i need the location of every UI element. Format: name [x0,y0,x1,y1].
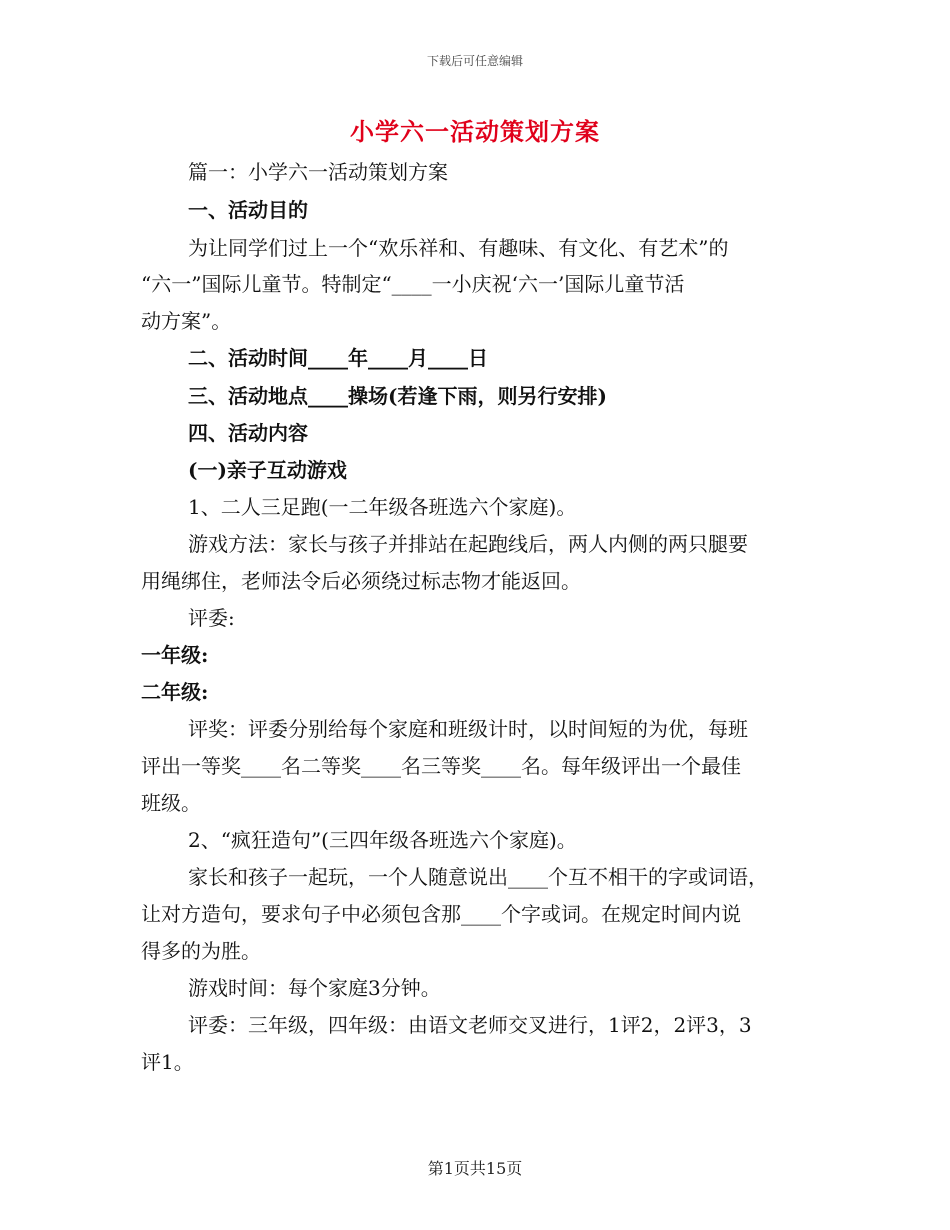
paragraph-line: 让对方造句，要求句子中必须包含那____个字或词。在规定时间内说 [141,902,741,926]
paragraph-line: 评委：三年级，四年级：由语文老师交叉进行，1评2，2评3，3 [188,1013,752,1037]
header-note: 下载后可任意编辑 [426,54,523,68]
paragraph-line: 游戏方法：家长与孩子并排站在起跑线后，两人内侧的两只腿要 [188,532,748,556]
paragraph-line: 2、“疯狂造句”(三四年级各班选六个家庭)。 [188,828,577,852]
heading-purpose: 一、活动目的 [188,198,308,222]
paragraph-line: 1、二人三足跑(一二年级各班选六个家庭)。 [188,495,577,519]
label-grade-one [141,639,821,668]
document-title: 小学六一活动策划方案 [350,117,600,146]
subheading-parent-child-games: (一)亲子互动游戏 [188,458,347,482]
paragraph-line: 游戏时间：每个家庭3分钟。 [188,976,441,1000]
paragraph-line: 动方案”。 [141,309,232,333]
label-grade-one-text: 一年级: [141,643,209,667]
label-grade-two [141,676,821,705]
paragraph-line: “六一”国际儿童节。特制定“____一小庆祝‘六一’国际儿童节活 [141,272,685,296]
paragraph-line: 评1。 [141,1050,194,1074]
paragraph-line: 得多的为胜。 [141,939,261,963]
heading-location: 三、活动地点____操场(若逢下雨，则另行安排) [188,384,607,408]
paragraph-line: 为让同学们过上一个“欢乐祥和、有趣味、有文化、有艺术”的 [188,236,729,260]
heading-time: 二、活动时间____年____月____日 [188,346,488,370]
page-number-footer: 第1页共15页 [427,1159,523,1178]
label-grade-two-text: 二年级: [141,680,209,704]
section-subtitle: 篇一：小学六一活动策划方案 [188,160,448,184]
paragraph-line: 评奖：评委分别给每个家庭和班级计时，以时间短的为优，每班 [188,717,748,741]
paragraph-line: 评出一等奖____名二等奖____名三等奖____名。每年级评出一个最佳 [141,754,741,778]
heading-content: 四、活动内容 [188,421,308,445]
paragraph-line: 用绳绑住，老师法令后必须绕过标志物才能返回。 [141,569,581,593]
paragraph-line: 班级。 [141,791,201,815]
paragraph-line: 家长和孩子一起玩，一个人随意说出____个互不相干的字或词语， [188,865,768,889]
paragraph-line: 评委: [188,606,235,630]
